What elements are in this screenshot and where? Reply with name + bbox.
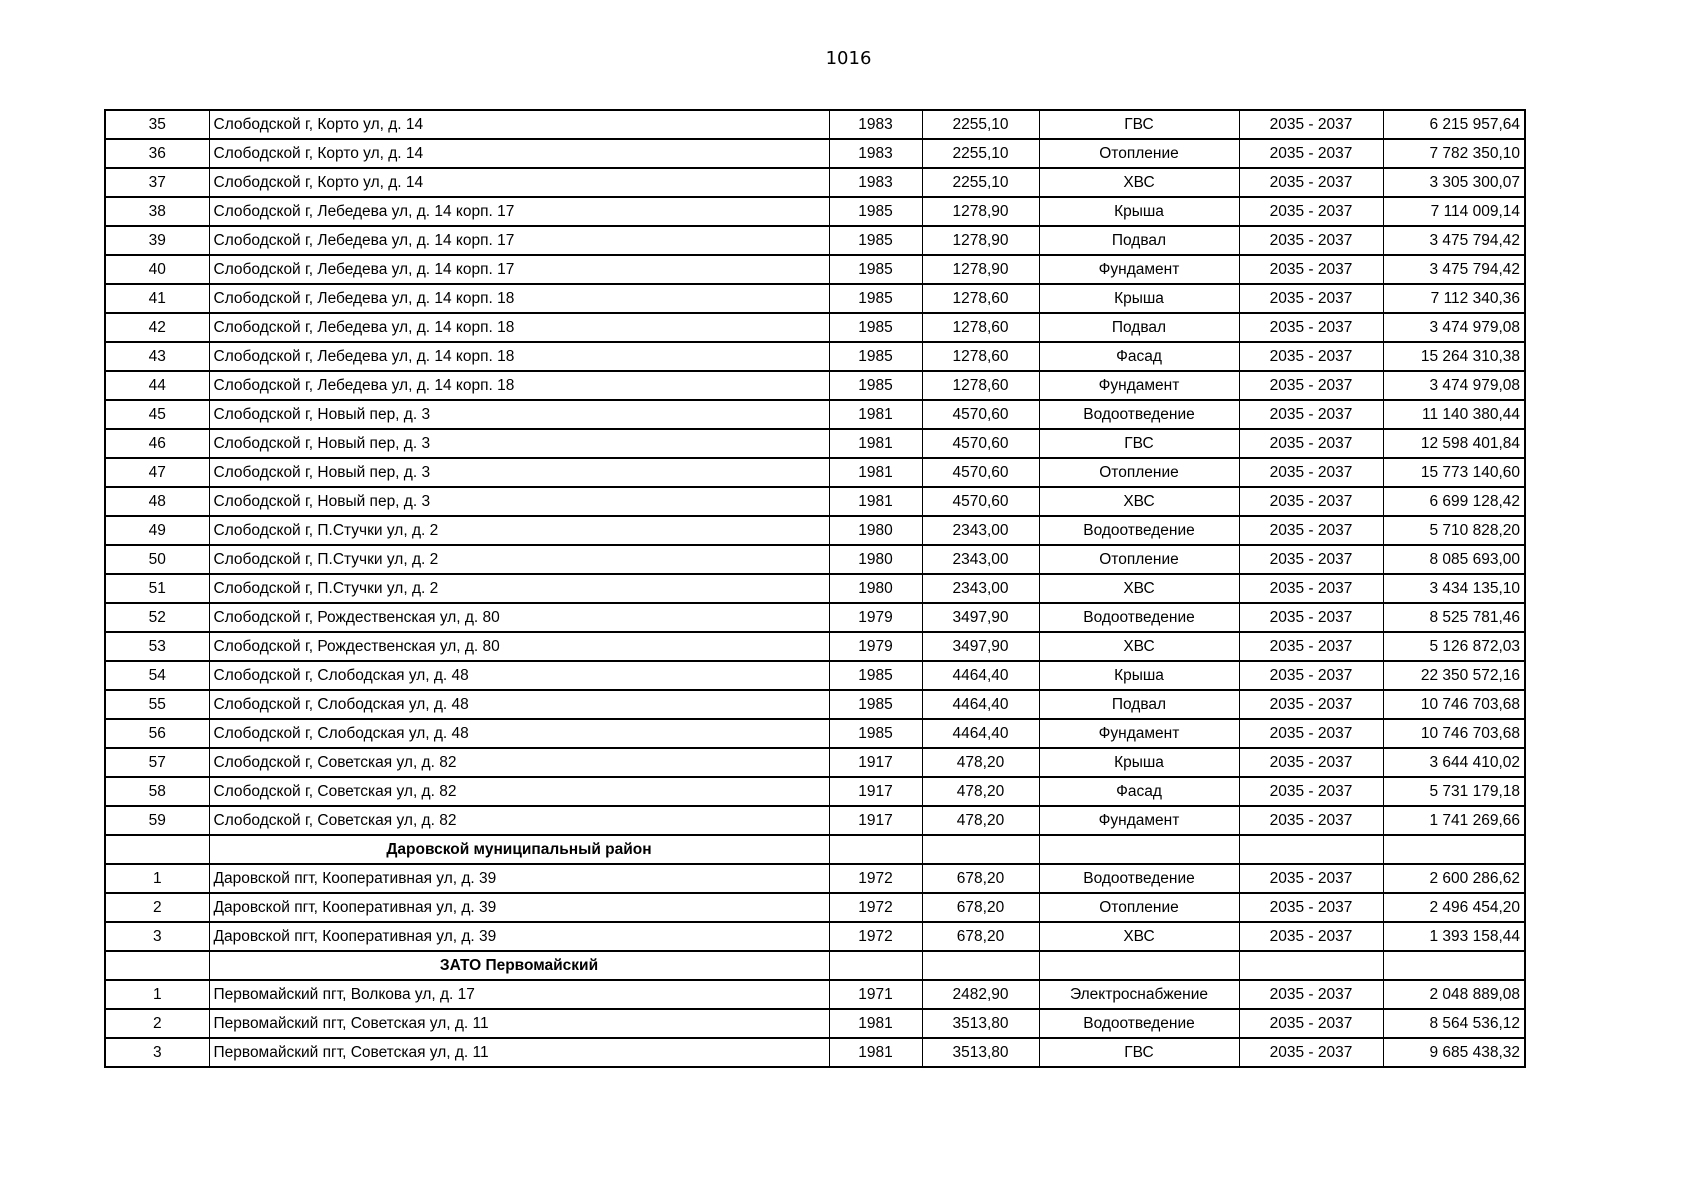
repair-cost: 6 699 128,42 bbox=[1383, 487, 1525, 516]
row-number: 40 bbox=[105, 255, 209, 284]
house-address: Слободской г, Корто ул, д. 14 bbox=[209, 110, 829, 139]
repair-period: 2035 - 2037 bbox=[1239, 1038, 1383, 1067]
table-row bbox=[105, 545, 1525, 574]
house-area: 2343,00 bbox=[922, 516, 1039, 545]
house-area: 4570,60 bbox=[922, 487, 1039, 516]
table-row bbox=[105, 632, 1525, 661]
table-row bbox=[105, 1038, 1525, 1067]
row-number: 48 bbox=[105, 487, 209, 516]
build-year: 1981 bbox=[829, 458, 922, 487]
house-address: Слободской г, Лебедева ул, д. 14 корп. 18 bbox=[209, 284, 829, 313]
repair-period: 2035 - 2037 bbox=[1239, 371, 1383, 400]
house-address: Слободской г, Слободская ул, д. 48 bbox=[209, 661, 829, 690]
repair-cost: 9 685 438,32 bbox=[1383, 1038, 1525, 1067]
build-year: 1972 bbox=[829, 893, 922, 922]
work-type: Фасад bbox=[1039, 342, 1239, 371]
row-number: 1 bbox=[105, 864, 209, 893]
section-title: ЗАТО Первомайский bbox=[209, 951, 829, 980]
house-address: Даровской пгт, Кооперативная ул, д. 39 bbox=[209, 864, 829, 893]
row-number: 1 bbox=[105, 980, 209, 1009]
house-address: Слободской г, П.Стучки ул, д. 2 bbox=[209, 516, 829, 545]
work-type: Электроснабжение bbox=[1039, 980, 1239, 1009]
work-type: Водоотведение bbox=[1039, 400, 1239, 429]
work-type: ГВС bbox=[1039, 110, 1239, 139]
table-row bbox=[105, 226, 1525, 255]
build-year: 1985 bbox=[829, 719, 922, 748]
table-row bbox=[105, 690, 1525, 719]
build-year: 1983 bbox=[829, 168, 922, 197]
row-number: 59 bbox=[105, 806, 209, 835]
house-area: 2343,00 bbox=[922, 545, 1039, 574]
build-year: 1917 bbox=[829, 748, 922, 777]
empty-cell bbox=[1039, 835, 1239, 864]
work-type: Водоотведение bbox=[1039, 1009, 1239, 1038]
work-type: ГВС bbox=[1039, 429, 1239, 458]
repair-cost: 2 048 889,08 bbox=[1383, 980, 1525, 1009]
row-number: 39 bbox=[105, 226, 209, 255]
empty-cell bbox=[1239, 835, 1383, 864]
table-row bbox=[105, 806, 1525, 835]
house-address: Слободской г, Лебедева ул, д. 14 корп. 18 bbox=[209, 313, 829, 342]
table-row bbox=[105, 516, 1525, 545]
table-row bbox=[105, 342, 1525, 371]
repair-cost: 8 525 781,46 bbox=[1383, 603, 1525, 632]
work-type: Отопление bbox=[1039, 458, 1239, 487]
house-address: Первомайский пгт, Советская ул, д. 11 bbox=[209, 1009, 829, 1038]
house-area: 678,20 bbox=[922, 864, 1039, 893]
row-number: 2 bbox=[105, 1009, 209, 1038]
row-number: 36 bbox=[105, 139, 209, 168]
repair-period: 2035 - 2037 bbox=[1239, 342, 1383, 371]
work-type: ГВС bbox=[1039, 1038, 1239, 1067]
repair-cost: 8 564 536,12 bbox=[1383, 1009, 1525, 1038]
empty-cell bbox=[922, 835, 1039, 864]
work-type: Фундамент bbox=[1039, 719, 1239, 748]
table-row bbox=[105, 284, 1525, 313]
build-year: 1980 bbox=[829, 545, 922, 574]
house-area: 4464,40 bbox=[922, 719, 1039, 748]
house-area: 3497,90 bbox=[922, 632, 1039, 661]
repair-cost: 8 085 693,00 bbox=[1383, 545, 1525, 574]
house-address: Слободской г, Слободская ул, д. 48 bbox=[209, 690, 829, 719]
house-area: 478,20 bbox=[922, 806, 1039, 835]
page-number: 1016 bbox=[825, 48, 872, 69]
house-area: 4464,40 bbox=[922, 661, 1039, 690]
repair-cost: 3 474 979,08 bbox=[1383, 313, 1525, 342]
house-address: Слободской г, П.Стучки ул, д. 2 bbox=[209, 574, 829, 603]
repair-period: 2035 - 2037 bbox=[1239, 777, 1383, 806]
repair-period: 2035 - 2037 bbox=[1239, 922, 1383, 951]
repair-cost: 10 746 703,68 bbox=[1383, 690, 1525, 719]
repair-period: 2035 - 2037 bbox=[1239, 429, 1383, 458]
table-row bbox=[105, 255, 1525, 284]
empty-cell bbox=[1383, 951, 1525, 980]
repair-period: 2035 - 2037 bbox=[1239, 748, 1383, 777]
work-type: Отопление bbox=[1039, 545, 1239, 574]
section-header-row bbox=[105, 951, 1525, 980]
repair-period: 2035 - 2037 bbox=[1239, 1009, 1383, 1038]
repair-cost: 15 264 310,38 bbox=[1383, 342, 1525, 371]
repair-period: 2035 - 2037 bbox=[1239, 516, 1383, 545]
work-type: Фасад bbox=[1039, 777, 1239, 806]
work-type: Подвал bbox=[1039, 690, 1239, 719]
row-number: 35 bbox=[105, 110, 209, 139]
repair-period: 2035 - 2037 bbox=[1239, 400, 1383, 429]
repair-period: 2035 - 2037 bbox=[1239, 168, 1383, 197]
row-number: 53 bbox=[105, 632, 209, 661]
repair-period: 2035 - 2037 bbox=[1239, 458, 1383, 487]
work-type: ХВС bbox=[1039, 487, 1239, 516]
house-address: Слободской г, Советская ул, д. 82 bbox=[209, 806, 829, 835]
house-address: Слободской г, Лебедева ул, д. 14 корп. 17 bbox=[209, 226, 829, 255]
build-year: 1979 bbox=[829, 603, 922, 632]
work-type: Фундамент bbox=[1039, 371, 1239, 400]
work-type: Подвал bbox=[1039, 313, 1239, 342]
house-area: 3513,80 bbox=[922, 1009, 1039, 1038]
empty-cell bbox=[829, 835, 922, 864]
repair-period: 2035 - 2037 bbox=[1239, 719, 1383, 748]
work-type: Крыша bbox=[1039, 284, 1239, 313]
build-year: 1985 bbox=[829, 313, 922, 342]
repair-period: 2035 - 2037 bbox=[1239, 632, 1383, 661]
row-number: 46 bbox=[105, 429, 209, 458]
house-area: 2255,10 bbox=[922, 139, 1039, 168]
row-number: 56 bbox=[105, 719, 209, 748]
repair-cost: 5 126 872,03 bbox=[1383, 632, 1525, 661]
work-type: Отопление bbox=[1039, 893, 1239, 922]
build-year: 1981 bbox=[829, 1038, 922, 1067]
build-year: 1985 bbox=[829, 371, 922, 400]
house-address: Слободской г, Слободская ул, д. 48 bbox=[209, 719, 829, 748]
row-number: 3 bbox=[105, 1038, 209, 1067]
house-address: Слободской г, Новый пер, д. 3 bbox=[209, 429, 829, 458]
repair-cost: 5 710 828,20 bbox=[1383, 516, 1525, 545]
section-header-row bbox=[105, 835, 1525, 864]
table-row bbox=[105, 197, 1525, 226]
repair-cost: 12 598 401,84 bbox=[1383, 429, 1525, 458]
house-address: Слободской г, Новый пер, д. 3 bbox=[209, 400, 829, 429]
repair-cost: 3 475 794,42 bbox=[1383, 226, 1525, 255]
work-type: Отопление bbox=[1039, 139, 1239, 168]
repair-period: 2035 - 2037 bbox=[1239, 603, 1383, 632]
house-area: 1278,60 bbox=[922, 342, 1039, 371]
build-year: 1983 bbox=[829, 139, 922, 168]
build-year: 1980 bbox=[829, 574, 922, 603]
house-area: 2255,10 bbox=[922, 168, 1039, 197]
row-number: 58 bbox=[105, 777, 209, 806]
house-area: 1278,90 bbox=[922, 226, 1039, 255]
table-row bbox=[105, 719, 1525, 748]
row-number: 43 bbox=[105, 342, 209, 371]
table-row bbox=[105, 864, 1525, 893]
house-area: 1278,90 bbox=[922, 255, 1039, 284]
repair-period: 2035 - 2037 bbox=[1239, 574, 1383, 603]
table-row bbox=[105, 168, 1525, 197]
row-number: 57 bbox=[105, 748, 209, 777]
house-area: 1278,90 bbox=[922, 197, 1039, 226]
build-year: 1985 bbox=[829, 197, 922, 226]
table-row bbox=[105, 893, 1525, 922]
row-number: 55 bbox=[105, 690, 209, 719]
row-number: 49 bbox=[105, 516, 209, 545]
row-number: 2 bbox=[105, 893, 209, 922]
repair-cost: 11 140 380,44 bbox=[1383, 400, 1525, 429]
house-address: Даровской пгт, Кооперативная ул, д. 39 bbox=[209, 893, 829, 922]
house-address: Слободской г, Рождественская ул, д. 80 bbox=[209, 603, 829, 632]
row-number: 52 bbox=[105, 603, 209, 632]
repair-cost: 10 746 703,68 bbox=[1383, 719, 1525, 748]
repair-cost: 1 393 158,44 bbox=[1383, 922, 1525, 951]
register-body bbox=[105, 110, 1525, 1067]
repair-cost: 22 350 572,16 bbox=[1383, 661, 1525, 690]
work-type: ХВС bbox=[1039, 574, 1239, 603]
row-number: 38 bbox=[105, 197, 209, 226]
build-year: 1979 bbox=[829, 632, 922, 661]
table-row bbox=[105, 458, 1525, 487]
table-row bbox=[105, 574, 1525, 603]
repair-cost: 1 741 269,66 bbox=[1383, 806, 1525, 835]
repair-cost: 3 644 410,02 bbox=[1383, 748, 1525, 777]
repair-cost: 5 731 179,18 bbox=[1383, 777, 1525, 806]
table-row bbox=[105, 777, 1525, 806]
build-year: 1917 bbox=[829, 806, 922, 835]
empty-cell bbox=[1383, 835, 1525, 864]
house-address: Слободской г, Лебедева ул, д. 14 корп. 17 bbox=[209, 197, 829, 226]
row-number: 42 bbox=[105, 313, 209, 342]
repair-period: 2035 - 2037 bbox=[1239, 226, 1383, 255]
repair-cost: 7 114 009,14 bbox=[1383, 197, 1525, 226]
build-year: 1971 bbox=[829, 980, 922, 1009]
work-type: Фундамент bbox=[1039, 255, 1239, 284]
row-number: 44 bbox=[105, 371, 209, 400]
build-year: 1917 bbox=[829, 777, 922, 806]
row-number: 37 bbox=[105, 168, 209, 197]
repair-register-table bbox=[104, 109, 1526, 1068]
house-address: Слободской г, П.Стучки ул, д. 2 bbox=[209, 545, 829, 574]
table-row bbox=[105, 1009, 1525, 1038]
repair-period: 2035 - 2037 bbox=[1239, 545, 1383, 574]
section-title: Даровской муниципальный район bbox=[209, 835, 829, 864]
house-area: 1278,60 bbox=[922, 284, 1039, 313]
repair-period: 2035 - 2037 bbox=[1239, 893, 1383, 922]
table-row bbox=[105, 110, 1525, 139]
build-year: 1985 bbox=[829, 226, 922, 255]
repair-period: 2035 - 2037 bbox=[1239, 980, 1383, 1009]
table-row bbox=[105, 487, 1525, 516]
empty-cell bbox=[829, 951, 922, 980]
house-area: 2482,90 bbox=[922, 980, 1039, 1009]
work-type: Крыша bbox=[1039, 197, 1239, 226]
repair-cost: 3 434 135,10 bbox=[1383, 574, 1525, 603]
repair-cost: 2 496 454,20 bbox=[1383, 893, 1525, 922]
build-year: 1981 bbox=[829, 487, 922, 516]
build-year: 1985 bbox=[829, 661, 922, 690]
repair-cost: 6 215 957,64 bbox=[1383, 110, 1525, 139]
table-row bbox=[105, 922, 1525, 951]
row-number: 3 bbox=[105, 922, 209, 951]
house-address: Первомайский пгт, Волкова ул, д. 17 bbox=[209, 980, 829, 1009]
row-number: 47 bbox=[105, 458, 209, 487]
work-type: Крыша bbox=[1039, 748, 1239, 777]
house-address: Слободской г, Советская ул, д. 82 bbox=[209, 748, 829, 777]
house-area: 4570,60 bbox=[922, 400, 1039, 429]
house-area: 2343,00 bbox=[922, 574, 1039, 603]
house-area: 678,20 bbox=[922, 922, 1039, 951]
house-area: 678,20 bbox=[922, 893, 1039, 922]
row-number: 41 bbox=[105, 284, 209, 313]
house-address: Слободской г, Лебедева ул, д. 14 корп. 18 bbox=[209, 371, 829, 400]
house-area: 4570,60 bbox=[922, 458, 1039, 487]
house-area: 1278,60 bbox=[922, 313, 1039, 342]
build-year: 1985 bbox=[829, 284, 922, 313]
build-year: 1981 bbox=[829, 1009, 922, 1038]
work-type: Водоотведение bbox=[1039, 603, 1239, 632]
work-type: Фундамент bbox=[1039, 806, 1239, 835]
house-area: 4570,60 bbox=[922, 429, 1039, 458]
empty-cell bbox=[105, 835, 209, 864]
work-type: ХВС bbox=[1039, 922, 1239, 951]
work-type: Водоотведение bbox=[1039, 516, 1239, 545]
row-number: 51 bbox=[105, 574, 209, 603]
empty-cell bbox=[1239, 951, 1383, 980]
work-type: Водоотведение bbox=[1039, 864, 1239, 893]
build-year: 1981 bbox=[829, 400, 922, 429]
work-type: Крыша bbox=[1039, 661, 1239, 690]
table-row bbox=[105, 400, 1525, 429]
row-number: 54 bbox=[105, 661, 209, 690]
house-address: Слободской г, Лебедева ул, д. 14 корп. 17 bbox=[209, 255, 829, 284]
build-year: 1980 bbox=[829, 516, 922, 545]
table-row bbox=[105, 748, 1525, 777]
table-row bbox=[105, 371, 1525, 400]
table-row bbox=[105, 139, 1525, 168]
build-year: 1985 bbox=[829, 255, 922, 284]
house-address: Слободской г, Новый пер, д. 3 bbox=[209, 487, 829, 516]
repair-period: 2035 - 2037 bbox=[1239, 139, 1383, 168]
repair-cost: 7 112 340,36 bbox=[1383, 284, 1525, 313]
table-row bbox=[105, 313, 1525, 342]
house-address: Слободской г, Лебедева ул, д. 14 корп. 18 bbox=[209, 342, 829, 371]
repair-period: 2035 - 2037 bbox=[1239, 806, 1383, 835]
house-area: 4464,40 bbox=[922, 690, 1039, 719]
repair-period: 2035 - 2037 bbox=[1239, 313, 1383, 342]
repair-cost: 3 475 794,42 bbox=[1383, 255, 1525, 284]
house-area: 3513,80 bbox=[922, 1038, 1039, 1067]
house-address: Слободской г, Рождественская ул, д. 80 bbox=[209, 632, 829, 661]
empty-cell bbox=[922, 951, 1039, 980]
repair-cost: 3 474 979,08 bbox=[1383, 371, 1525, 400]
work-type: ХВС bbox=[1039, 168, 1239, 197]
repair-cost: 15 773 140,60 bbox=[1383, 458, 1525, 487]
repair-period: 2035 - 2037 bbox=[1239, 661, 1383, 690]
repair-period: 2035 - 2037 bbox=[1239, 487, 1383, 516]
repair-period: 2035 - 2037 bbox=[1239, 864, 1383, 893]
repair-period: 2035 - 2037 bbox=[1239, 197, 1383, 226]
repair-cost: 3 305 300,07 bbox=[1383, 168, 1525, 197]
house-address: Слободской г, Корто ул, д. 14 bbox=[209, 168, 829, 197]
build-year: 1983 bbox=[829, 110, 922, 139]
repair-period: 2035 - 2037 bbox=[1239, 255, 1383, 284]
row-number: 45 bbox=[105, 400, 209, 429]
house-area: 2255,10 bbox=[922, 110, 1039, 139]
house-address: Первомайский пгт, Советская ул, д. 11 bbox=[209, 1038, 829, 1067]
table-row bbox=[105, 603, 1525, 632]
repair-period: 2035 - 2037 bbox=[1239, 690, 1383, 719]
table-row bbox=[105, 980, 1525, 1009]
house-area: 1278,60 bbox=[922, 371, 1039, 400]
house-address: Даровской пгт, Кооперативная ул, д. 39 bbox=[209, 922, 829, 951]
house-address: Слободской г, Новый пер, д. 3 bbox=[209, 458, 829, 487]
table-row bbox=[105, 429, 1525, 458]
repair-cost: 7 782 350,10 bbox=[1383, 139, 1525, 168]
house-area: 478,20 bbox=[922, 777, 1039, 806]
empty-cell bbox=[1039, 951, 1239, 980]
house-address: Слободской г, Корто ул, д. 14 bbox=[209, 139, 829, 168]
build-year: 1985 bbox=[829, 342, 922, 371]
build-year: 1972 bbox=[829, 922, 922, 951]
row-number: 50 bbox=[105, 545, 209, 574]
build-year: 1972 bbox=[829, 864, 922, 893]
empty-cell bbox=[105, 951, 209, 980]
table-row bbox=[105, 661, 1525, 690]
work-type: ХВС bbox=[1039, 632, 1239, 661]
work-type: Подвал bbox=[1039, 226, 1239, 255]
house-area: 478,20 bbox=[922, 748, 1039, 777]
repair-cost: 2 600 286,62 bbox=[1383, 864, 1525, 893]
repair-period: 2035 - 2037 bbox=[1239, 284, 1383, 313]
repair-period: 2035 - 2037 bbox=[1239, 110, 1383, 139]
build-year: 1981 bbox=[829, 429, 922, 458]
house-area: 3497,90 bbox=[922, 603, 1039, 632]
house-address: Слободской г, Советская ул, д. 82 bbox=[209, 777, 829, 806]
build-year: 1985 bbox=[829, 690, 922, 719]
